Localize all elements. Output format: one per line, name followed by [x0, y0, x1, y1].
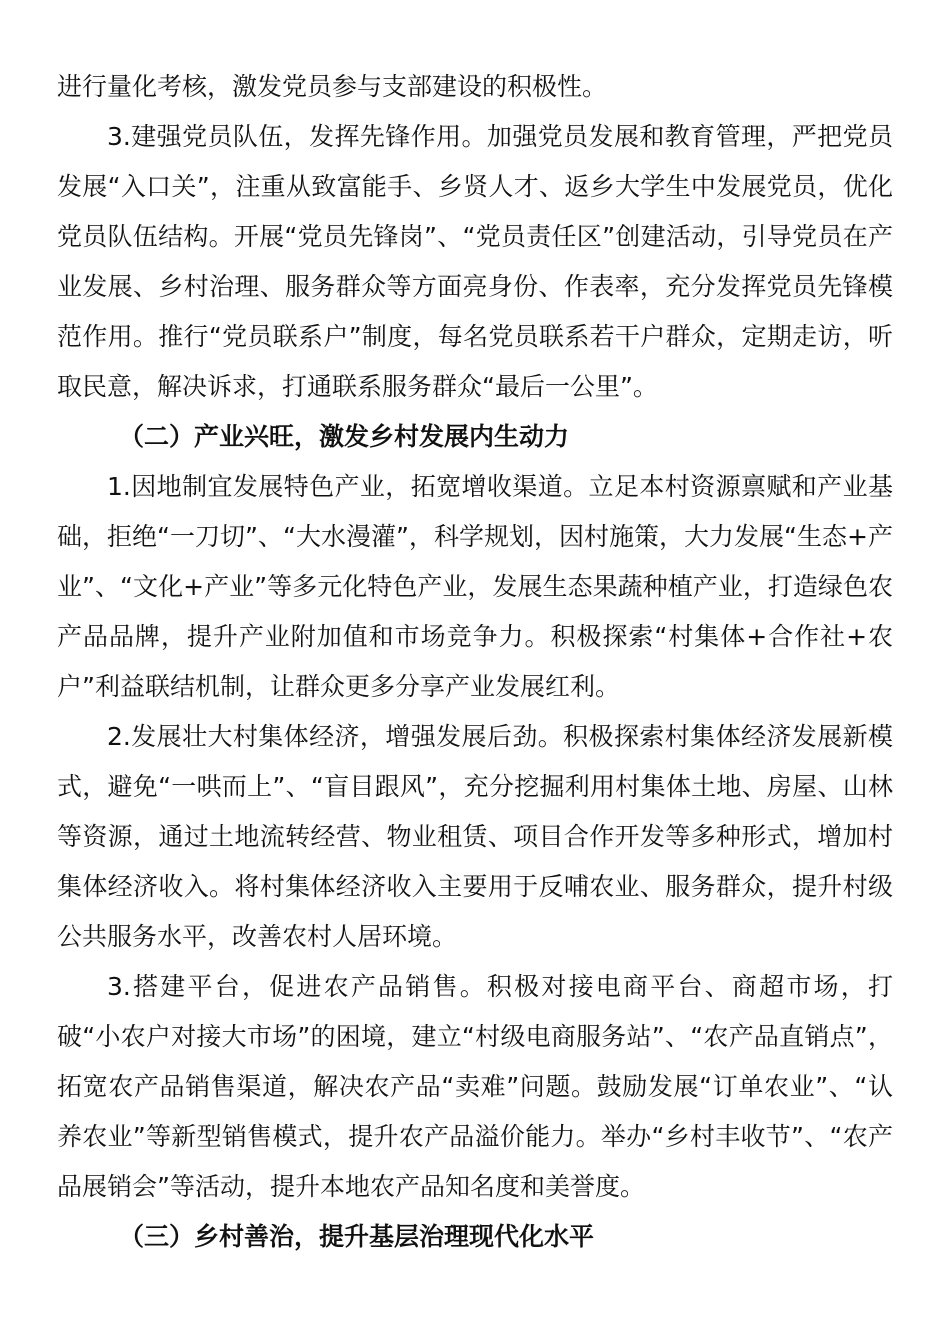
- section-heading-governance: （三）乡村善治，提升基层治理现代化水平: [119, 1222, 595, 1251]
- paragraph-collective-economy: 2.发展壮大村集体经济，增强发展后劲。积极探索村集体经济发展新模式，避免“一哄而上”、“盲目跟风”，充分挖掘利用村集体土地、房屋、山林等资源，通过土地流转经营、物业租赁、项目合作开发等多种形式，增加村集体经济收入。将村集体经济收入主要用于反哺农业、服务群众，提升村级公共服务水平，改善农村人居环境。: [57, 722, 893, 951]
- section-heading-industry: （二）产业兴旺，激发乡村发展内生动力: [119, 422, 570, 451]
- paragraph-continuation: 进行量化考核，激发党员参与支部建设的积极性。: [57, 72, 608, 101]
- paragraph-featured-industry: 1.因地制宜发展特色产业，拓宽增收渠道。立足本村资源禀赋和产业基础，拒绝“一刀切”、“大水漫灌”，科学规划，因村施策，大力发展“生态+产业”、“文化+产业”等多元化特色产业，发展生态果蔬种植产业，打造绿色农产品品牌，提升产业附加值和市场竞争力。积极探索“村集体+合作社+农户”利益联结机制，让群众更多分享产业发展红利。: [57, 472, 893, 701]
- document-body: [57, 62, 893, 1262]
- paragraph-party-team: 3.建强党员队伍，发挥先锋作用。加强党员发展和教育管理，严把党员发展“入口关”，注重从致富能手、乡贤人才、返乡大学生中发展党员，优化党员队伍结构。开展“党员先锋岗”、“党员责任区”创建活动，引导党员在产业发展、乡村治理、服务群众等方面亮身份、作表率，充分发挥党员先锋模范作用。推行“党员联系户”制度，每名党员联系若干户群众，定期走访，听取民意，解决诉求，打通联系服务群众“最后一公里”。: [57, 122, 893, 401]
- paragraph-sales-platform: 3.搭建平台，促进农产品销售。积极对接电商平台、商超市场，打破“小农户对接大市场”的困境，建立“村级电商服务站”、“农产品直销点”，拓宽农产品销售渠道，解决农产品“卖难”问题。鼓励发展“订单农业”、“认养农业”等新型销售模式，提升农产品溢价能力。举办“乡村丰收节”、“农产品展销会”等活动，提升本地农产品知名度和美誉度。: [57, 972, 893, 1201]
